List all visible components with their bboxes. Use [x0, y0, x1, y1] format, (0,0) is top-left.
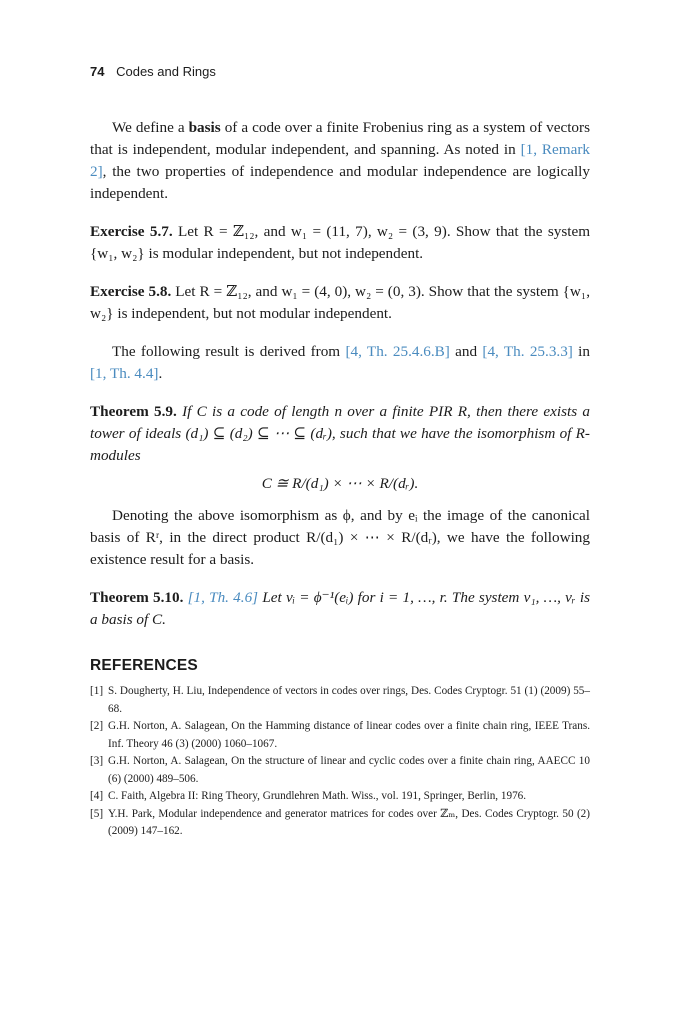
citation-link[interactable]: [4, Th. 25.3.3]	[482, 343, 573, 360]
theorem-5-9-label: Theorem 5.9.	[90, 403, 177, 420]
exercise-5-7-body: Let R = ℤ₁₂, and w₁ = (11, 7), w₂ = (3, 9). Show that the system {w₁, w₂} is modular independent, but not independent.	[90, 223, 591, 262]
p2-text-a: The following result is derived from	[112, 343, 346, 360]
exercise-5-7-label: Exercise 5.7.	[90, 223, 173, 240]
reference-item: [1] S. Dougherty, H. Liu, Independence of vectors in codes over rings, Des. Codes Cryptogr. 51 (1) (2009) 55–68.	[90, 685, 590, 715]
exercise-5-7	[90, 221, 590, 265]
theorem-5-9	[90, 401, 590, 467]
p1-text-a: We define a	[112, 119, 189, 136]
p1-text-c: , the two properties of independence and modular independence are logically independent.	[90, 163, 590, 202]
references-list	[90, 683, 590, 841]
reference-item: [2] G.H. Norton, A. Salagean, On the Hamming distance of linear codes over a finite chain ring, IEEE Trans. Inf. Theory 46 (3) (2000) 1060–1067.	[90, 720, 590, 750]
page	[90, 64, 590, 841]
reference-item: [3] G.H. Norton, A. Salagean, On the structure of linear and cyclic codes over a finite chain ring, AAECC 10 (6) (2000) 489–506.	[90, 755, 590, 785]
paragraph-derivation	[90, 341, 590, 385]
references-heading: REFERENCES	[90, 657, 198, 674]
citation-link[interactable]: [1, Th. 4.4]	[90, 365, 159, 382]
citation-link[interactable]: [1, Remark 2]	[90, 141, 591, 180]
running-header	[90, 64, 590, 79]
isomorphism-display: C ≅ R/(d₁) × ⋯ × R/(dᵣ).	[261, 475, 419, 492]
basis-term: basis	[188, 119, 221, 136]
citation-link[interactable]: [4, Th. 25.4.6.B]	[345, 343, 450, 360]
theorem-5-10-label: Theorem 5.10.	[90, 589, 184, 606]
paragraph-basis-definition	[90, 117, 590, 205]
theorem-5-10	[90, 587, 590, 631]
exercise-5-8	[90, 281, 590, 325]
reference-item: [5] Y.H. Park, Modular independence and generator matrices for codes over ℤₘ, Des. Codes Cryptogr. 50 (2) (2009) 147–162.	[90, 807, 590, 837]
running-title: Codes and Rings	[116, 64, 216, 79]
theorem-5-9-body: If C is a code of length n over a finite PIR R, then there exists a tower of ideals (d₁) ⊆ (d₂) ⊆ ⋯ ⊆ (dᵣ), such that we have the isomorphism of R-modules	[90, 403, 590, 464]
paragraph-isomorphism: Denoting the above isomorphism as ϕ, and by eᵢ the image of the canonical basis of Rʳ, in the direct product R/(d₁) × ⋯ × R/(dᵣ), we have the following existence result for a basis.	[90, 507, 590, 568]
exercise-5-8-body: Let R = ℤ₁₂, and w₁ = (4, 0), w₂ = (0, 3). Show that the system {w₁, w₂} is independent, but not modular independent.	[90, 283, 590, 322]
theorem-5-10-body: Let vᵢ = ϕ⁻¹(eᵢ) for i = 1, …, r. The system v₁, …, vᵣ is a basis of C.	[90, 589, 590, 628]
p2-text-d: .	[158, 365, 163, 382]
page-number: 74	[90, 64, 105, 79]
p2-text-c: in	[572, 343, 590, 360]
exercise-5-8-label: Exercise 5.8.	[90, 283, 172, 300]
citation-link[interactable]: [1, Th. 4.6]	[187, 589, 259, 606]
p2-text-b: and	[449, 343, 483, 360]
p1-text-b: of a code over a finite Frobenius ring as a system of vectors that is independent, modular independent, and spanning. As noted in	[90, 119, 590, 158]
reference-item: [4] C. Faith, Algebra II: Ring Theory, Grundlehren Math. Wiss., vol. 191, Springer, Berlin, 1976.	[90, 790, 527, 802]
